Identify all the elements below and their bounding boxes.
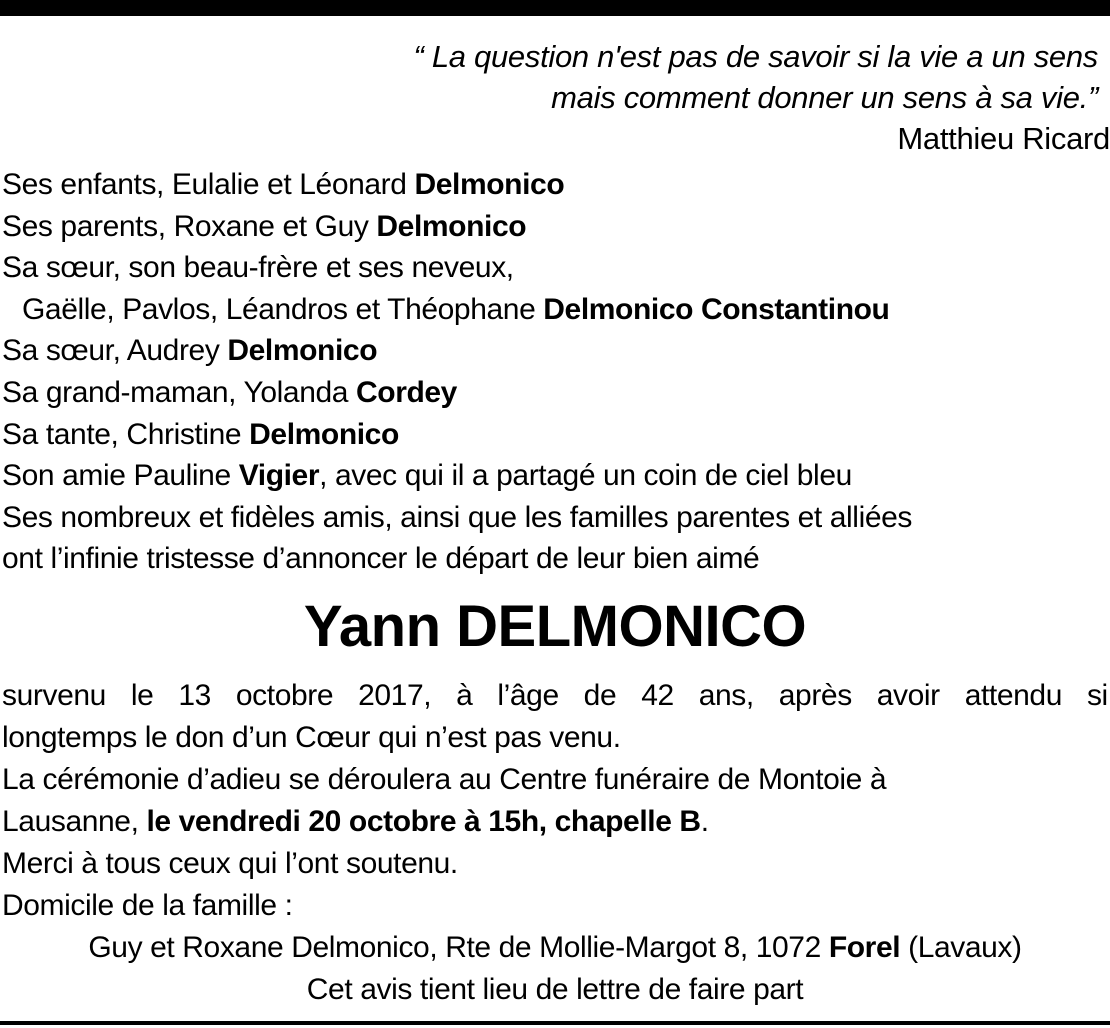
details-line-6: Domicile de la famille : [2,889,293,922]
family-line: ont l’infinie tristesse d’annoncer le départ de leur bien aimé [2,542,760,576]
family-address: Guy et Roxane Delmonico, Rte de Mollie-Margot 8, 1072 Forel (Lavaux) [88,931,1022,964]
epigraph-quote [198,36,1110,159]
ceremony-date: le vendredi 20 octobre à 15h, chapelle B [146,805,701,838]
quote-author: Matthieu Ricard [897,121,1110,156]
deceased-name: Yann DELMONICO [303,594,807,659]
bottom-border-rule [0,1021,1110,1025]
details-line-3: La cérémonie d’adieu se déroulera au Centre funéraire de Montoie à [2,763,887,796]
family-line: Son amie Pauline Vigier, avec qui il a partagé un coin de ciel bleu [2,459,852,493]
details-line-2: longtemps le don d’un Cœur qui n’est pas venu. [2,721,621,754]
details-line-4: Lausanne, le vendredi 20 octobre à 15h, chapelle B. [2,805,709,838]
top-border-rule [0,0,1110,16]
family-line: Sa tante, Christine Delmonico [2,417,399,451]
family-line: Gaëlle, Pavlos, Léandros et Théophane Delmonico Constantinou [22,292,890,326]
family-list [2,164,1102,580]
announcement-details [2,675,1108,1011]
details-line-5: Merci à tous ceux qui l’ont soutenu. [2,847,458,880]
family-line: Ses nombreux et fidèles amis, ainsi que les familles parentes et alliées [2,500,913,534]
quote-line-2: mais comment donner un sens à sa vie.” [551,80,1098,115]
quote-line-1: “ La question n'est pas de savoir si la vie a un sens [413,39,1098,74]
family-line: Sa sœur, son beau-frère et ses neveux, [2,251,514,285]
family-line: Sa grand-maman, Yolanda Cordey [2,375,457,409]
family-line: Sa sœur, Audrey Delmonico [2,334,378,368]
details-line-1: survenu le 13 octobre 2017, à l’âge de 42 ans, après avoir attendu si [2,679,1108,712]
family-line: Ses enfants, Eulalie et Léonard Delmonico [2,168,565,201]
family-line: Ses parents, Roxane et Guy Delmonico [2,209,527,243]
closing-note: Cet avis tient lieu de lettre de faire part [306,973,804,1006]
